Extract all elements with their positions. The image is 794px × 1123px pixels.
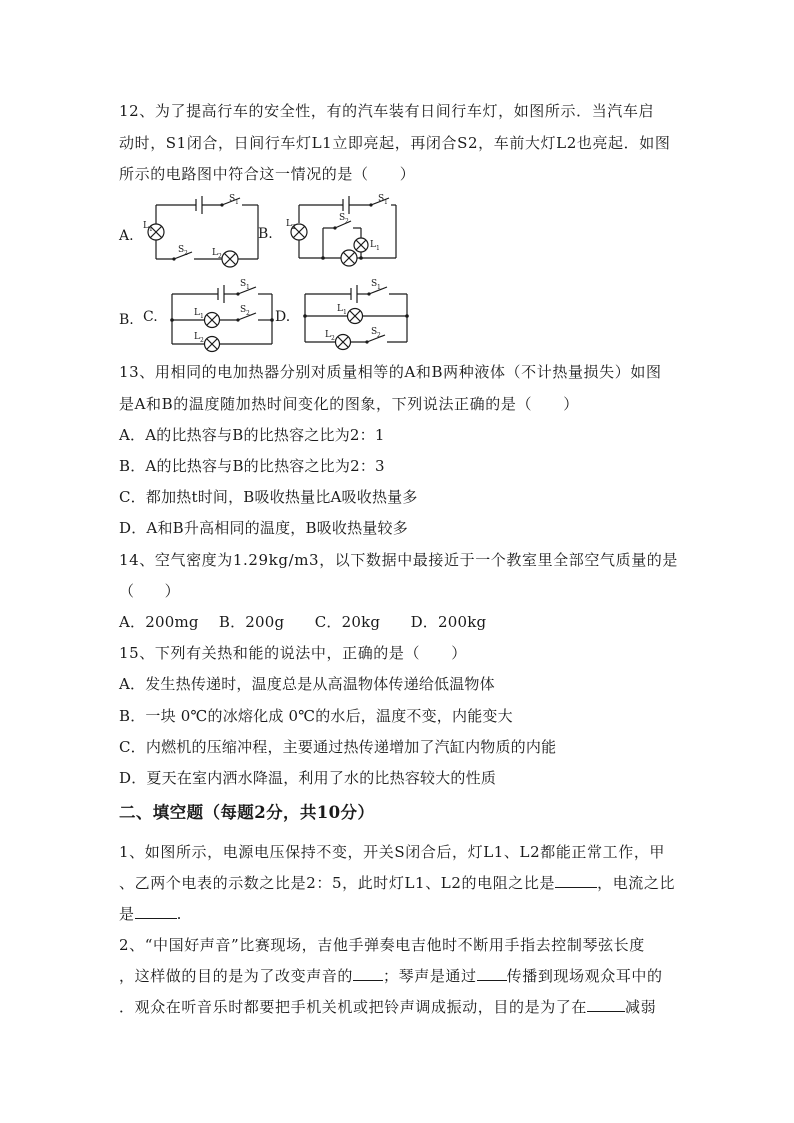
s1-label: S: [229, 194, 236, 204]
l2-sub: 2: [218, 253, 222, 260]
f2-line-2: [119, 966, 663, 986]
s2-sub: 2: [377, 332, 381, 339]
f2-line-3: [119, 997, 656, 1017]
answer-blank: [135, 904, 177, 919]
f1-line-3: [119, 904, 182, 924]
option-c-label: C.: [143, 309, 158, 325]
q15-option-b: B．一块 0℃的冰熔化成 0℃的水后，温度不变，内能变大: [119, 707, 513, 725]
q13-option-b: B．A的比热容与B的比热容之比为2：3: [119, 457, 385, 475]
circuit-diagram-c: [160, 278, 280, 358]
q13-option-d: D．A和B升高相同的温度，B吸收热量较多: [119, 519, 408, 537]
q12-line-3: 所示的电路图中符合这一情况的是（ ）: [119, 165, 416, 183]
q14-options: A．200mg B．200g C．20kg D．200kg: [119, 613, 487, 631]
l2-sub: 2: [200, 337, 204, 344]
l1-sub: 1: [149, 226, 153, 233]
l1-sub: 1: [200, 313, 204, 320]
f2-line-3-text-b: 减弱: [625, 998, 657, 1016]
l2-sub: 2: [331, 335, 335, 342]
f1-line-3-text-b: .: [176, 905, 182, 923]
f1-line-1: 1、如图所示，电源电压保持不变，开关S闭合后，灯L1、L2都能正常工作，甲: [119, 843, 666, 861]
l2-label: L: [286, 219, 292, 229]
s2-label: S: [178, 245, 185, 255]
s1-sub: 1: [235, 199, 239, 206]
option-b2-label: B.: [119, 312, 134, 328]
answer-blank: [555, 873, 597, 888]
f1-line-2: [119, 873, 675, 893]
f1-line-2-text-a: 、乙两个电表的示数之比是2：5，此时灯L1、L2的电阻之比是: [119, 874, 556, 892]
q13-line-1: 13、用相同的电加热器分别对质量相等的A和B两种液体（不计热量损失）如图: [119, 363, 662, 381]
f2-line-2-text-b: ；琴声是通过: [383, 967, 477, 985]
l1-sub: 1: [376, 245, 380, 252]
l1-label: L: [337, 304, 343, 314]
q12-line-2: 动时，S1闭合，日间行车灯L1立即亮起，再闭合S2，车前大灯L2也亮起．如图: [119, 134, 671, 152]
l1-sub: 1: [343, 309, 347, 316]
l1-label: L: [370, 240, 376, 250]
answer-blank: [353, 966, 383, 981]
q15-option-c: C．内燃机的压缩冲程，主要通过热传递增加了汽缸内物质的内能: [119, 738, 557, 756]
section-2-heading: 二、填空题（每题2分，共10分）: [119, 803, 375, 822]
q15-line-1: 15、下列有关热和能的说法中，正确的是（ ）: [119, 644, 467, 662]
q15-option-a: A．发生热传递时，温度总是从高温物体传递给低温物体: [119, 675, 495, 693]
q14-line-2: （ ）: [119, 582, 180, 600]
answer-blank: [477, 966, 507, 981]
s1-sub: 1: [377, 284, 381, 291]
s2-sub: 2: [345, 218, 349, 225]
option-d-label: D.: [275, 309, 291, 325]
s2-label: S: [371, 327, 378, 337]
l1-label: L: [194, 308, 200, 318]
l2-label: L: [325, 330, 331, 340]
answer-blank: [587, 997, 625, 1012]
circuit-diagram-d: [295, 278, 415, 358]
option-a-label: A.: [119, 228, 134, 244]
f1-line-3-text-a: 是: [119, 905, 135, 923]
s1-label: S: [371, 279, 378, 289]
f2-line-3-text-a: ．观众在听音乐时都要把手机关机或把铃声调成振动，目的是为了在: [119, 998, 588, 1016]
q15-option-d: D．夏天在室内洒水降温，利用了水的比热容较大的性质: [119, 769, 497, 787]
s2-label: S: [339, 213, 346, 223]
q13-line-2: 是A和B的温度随加热时间变化的图象，下列说法正确的是（ ）: [119, 395, 579, 413]
s1-sub: 1: [384, 199, 388, 206]
l2-label: L: [194, 332, 200, 342]
circuit-diagram-a: [140, 192, 260, 272]
s1-sub: 1: [246, 284, 250, 291]
s1-label: S: [240, 279, 247, 289]
l2-label: L: [212, 248, 218, 258]
l2-sub: 2: [292, 224, 296, 231]
f2-line-1: 2、“中国好声音”比赛现场，吉他手弹奏电吉他时不断用手指去控制琴弦长度: [119, 936, 645, 954]
q13-option-c: C．都加热t时间，B吸收热量比A吸收热量多: [119, 488, 418, 506]
q13-option-a: A．A的比热容与B的比热容之比为2：1: [119, 426, 385, 444]
l1-label: L: [143, 221, 149, 231]
s2-sub: 2: [184, 250, 188, 257]
s1-label: S: [378, 194, 385, 204]
q12-line-1: 12、为了提高行车的安全性，有的汽车装有日间行车灯，如图所示．当汽车启: [119, 102, 655, 120]
s2-sub: 2: [246, 310, 250, 317]
circuit-diagram-b: [283, 192, 403, 272]
f2-line-2-text-c: 传播到现场观众耳中的: [506, 967, 663, 985]
f2-line-2-text-a: ，这样做的目的是为了改变声音的: [119, 967, 354, 985]
s2-label: S: [240, 305, 247, 315]
q14-line-1: 14、空气密度为1.29kg/m3，以下数据中最接近于一个教室里全部空气质量的是: [119, 551, 679, 569]
option-b-label: B.: [258, 226, 273, 242]
f1-line-2-text-b: ，电流之比: [597, 874, 676, 892]
